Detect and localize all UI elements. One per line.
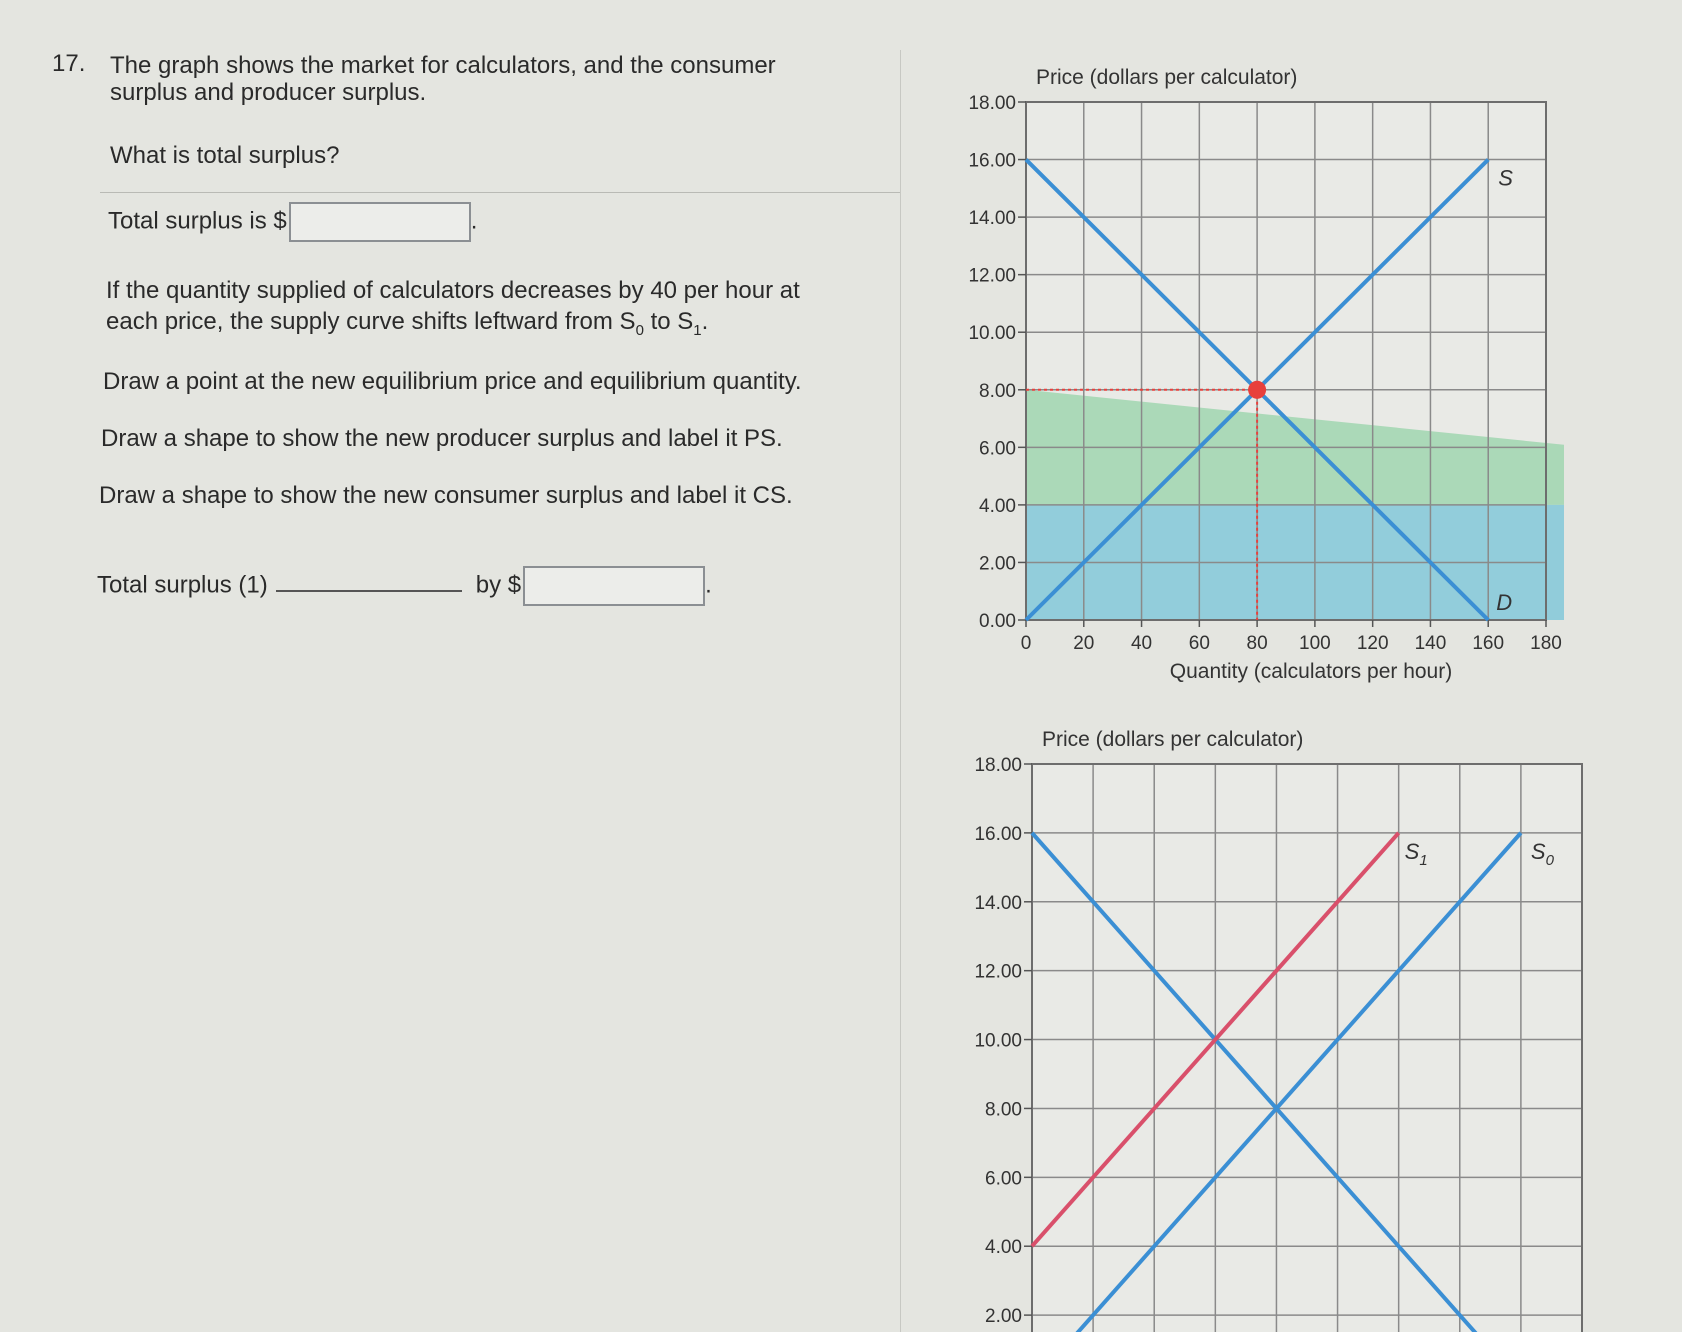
series-label-s: S: [1498, 165, 1513, 191]
y-tick-label: 12.00: [974, 961, 1022, 983]
prompt-text: What is total surplus?: [110, 142, 340, 169]
x-tick-label: 120: [1356, 633, 1389, 654]
chart-title: Price (dollars per calculator): [1036, 66, 1298, 89]
y-tick-label: 16.00: [974, 823, 1022, 845]
y-tick-label: 6.00: [985, 1168, 1022, 1190]
y-tick-label: 16.00: [968, 150, 1016, 172]
total-surplus-change-label: Total surplus (1): [97, 571, 268, 599]
series-label-s1: $S_1$: [1404, 838, 1428, 869]
intro-line-1: The graph shows the market for calculators, and the consumer: [110, 52, 776, 79]
x-axis-label: Quantity (calculators per hour): [1169, 660, 1453, 683]
shift-line-1: If the quantity supplied of calculators decreases by 40 per hour at: [106, 277, 800, 304]
y-tick-label: 4.00: [985, 1237, 1022, 1259]
x-tick-label: 160: [1472, 633, 1505, 654]
by-label: by $: [475, 571, 522, 599]
y-tick-label: 2.00: [979, 553, 1016, 575]
y-tick-label: 10.00: [968, 323, 1016, 345]
y-tick-label: 18.00: [968, 93, 1016, 114]
question-number: 17.: [52, 50, 86, 77]
series-label-d: D: [1496, 590, 1513, 615]
x-tick-label: 180: [1530, 633, 1562, 654]
y-tick-label: 8.00: [979, 380, 1016, 402]
y-tick-label: 10.00: [974, 1030, 1022, 1052]
x-tick-label: 140: [1414, 633, 1447, 654]
shift-line-2: each price, the supply curve shifts leftward from $S_0$ to $S_1$.: [106, 308, 709, 339]
intro-line-2: surplus and producer surplus.: [110, 79, 427, 106]
y-tick-label: 2.00: [985, 1306, 1022, 1328]
total-surplus-row: [108, 202, 477, 242]
y-tick-label: 14.00: [974, 892, 1022, 914]
x-tick-label: 20: [1073, 633, 1095, 654]
question-intro: [110, 52, 850, 106]
y-tick-label: 8.00: [985, 1099, 1022, 1121]
shift-text: [106, 275, 800, 346]
x-tick-label: 100: [1299, 633, 1331, 654]
instruction-point: Draw a point at the new equilibrium price and equilibrium quantity.: [103, 368, 802, 395]
x-tick-label: 40: [1130, 633, 1153, 654]
instruction-cs: Draw a shape to show the new consumer surplus and label it CS.: [99, 482, 793, 509]
y-tick-label: 0.00: [979, 611, 1016, 632]
x-tick-label: 80: [1246, 633, 1268, 654]
supply-shift-chart[interactable]: [940, 720, 1682, 1332]
series-label-s0: $S_0$: [1530, 838, 1554, 869]
instruction-ps: Draw a shape to show the new producer surplus and label it PS.: [101, 425, 783, 452]
equilibrium-point: [1248, 381, 1266, 399]
total-surplus-change-row: [97, 566, 712, 606]
market-chart[interactable]: [940, 60, 1682, 700]
y-tick-label: 6.00: [979, 438, 1016, 460]
panel-divider: [900, 50, 901, 1332]
y-tick-label: 12.00: [968, 265, 1016, 287]
period: .: [470, 207, 478, 235]
section-divider: [100, 192, 900, 193]
change-direction-dropdown[interactable]: [276, 576, 462, 592]
chart-title: Price (dollars per calculator): [1042, 728, 1304, 751]
period-2: .: [705, 571, 712, 599]
total-surplus-label: Total surplus is $: [108, 207, 287, 235]
change-amount-input[interactable]: [523, 566, 705, 606]
x-tick-label: 0: [1020, 633, 1032, 654]
y-tick-label: 18.00: [974, 755, 1022, 776]
total-surplus-input[interactable]: [289, 202, 471, 242]
x-tick-label: 60: [1188, 633, 1210, 654]
y-tick-label: 4.00: [979, 495, 1016, 517]
y-tick-label: 14.00: [968, 208, 1016, 230]
